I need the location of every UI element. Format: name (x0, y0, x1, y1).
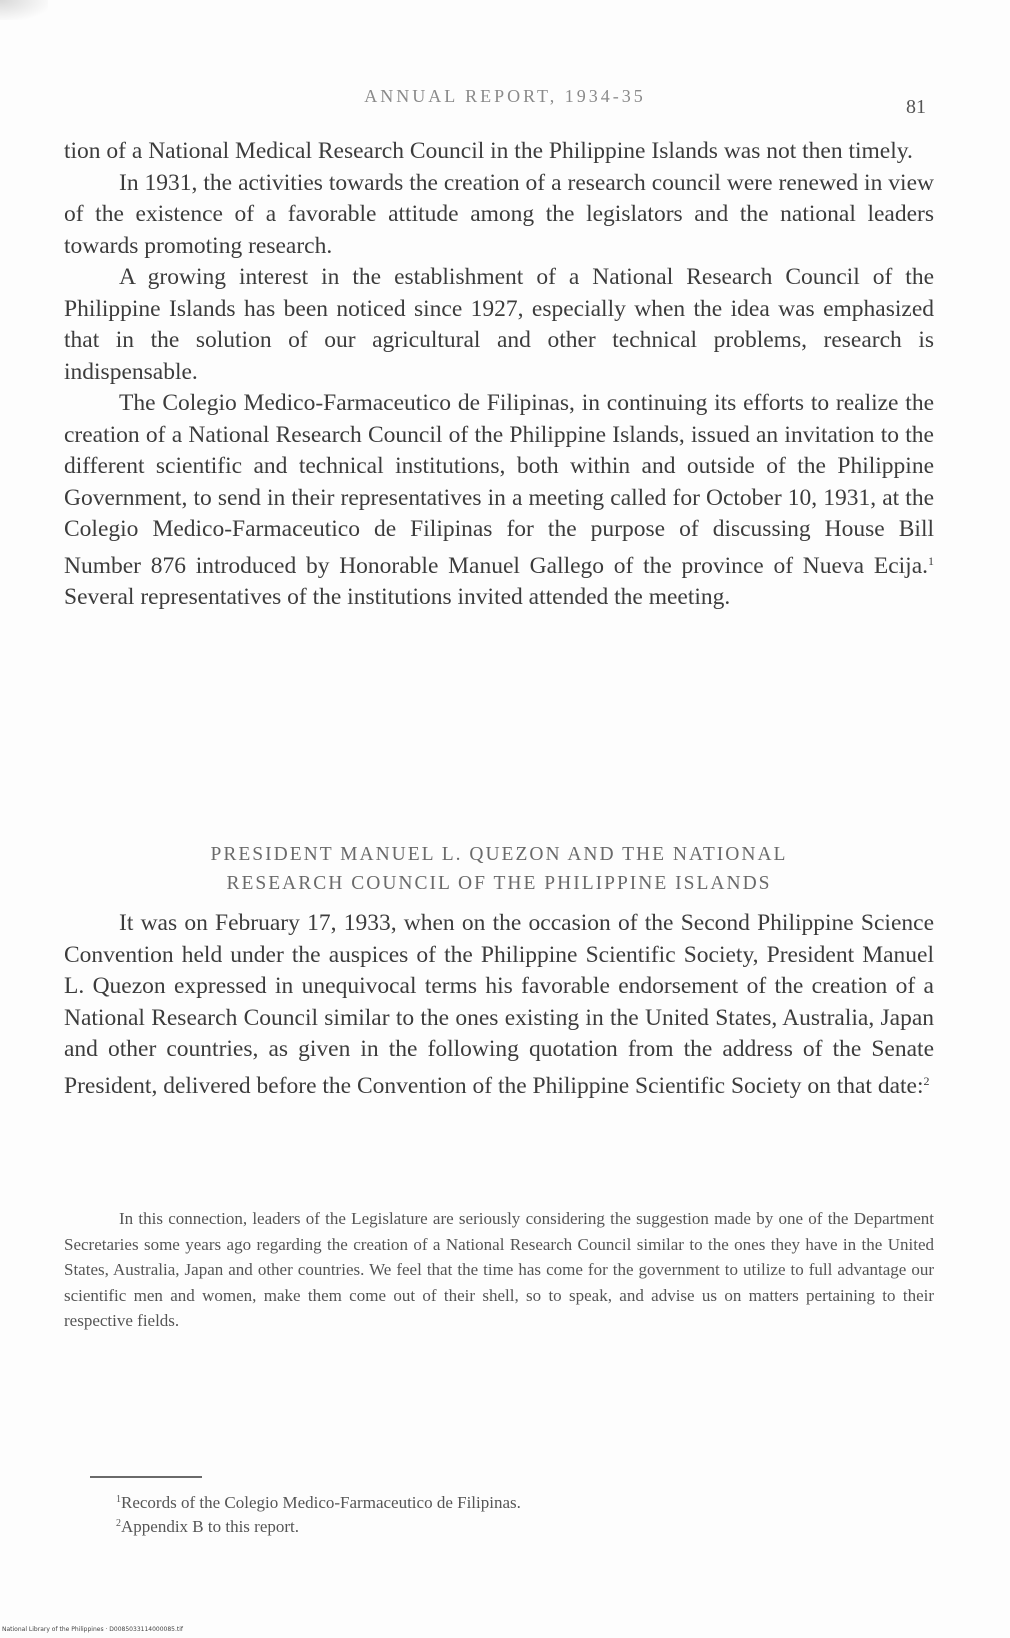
footnote-ref-2: 2 (923, 1073, 930, 1088)
paragraph-quezon-endorsement (64, 908, 934, 1102)
section-heading-line-2: RESEARCH COUNCIL OF THE PHILIPPINE ISLANDS (226, 873, 772, 894)
body-block-2 (64, 908, 934, 1102)
colegio-invitation-text: The Colegio Medico-Farmaceutico de Filipinas, in continuing its efforts to realize the creation of a National Research Council of the Philippine Islands, issued an invitation to the different scientific and technical institutions, both within and outside of the Philippine Government, to send in their representatives in a meeting called for October 10, 1931, at the Colegio Medico-Farmaceutico de Filipinas for the purpose of discussing House Bill Number 876 introduced by Honorable Manuel Gallego of the province of Nueva Ecija. (64, 390, 934, 579)
footnote-2-mark: 2 (116, 1518, 121, 1529)
paragraph-growing-interest: A growing interest in the establishment of a National Research Council of the Philippine Islands has been noticed since 1927, especially when the idea was emphasized that in the solution of our agricultural and other technical problems, research is indispensable. (64, 264, 934, 385)
block-quotation: In this connection, leaders of the Legislature are seriously considering the suggestion made by one of the Department Secretaries some years ago regarding the creation of a National Research Council similar to the ones they have in the United States, Australia, Japan and other countries. We feel that the time has come for the government to utilize to full advantage our scientific men and women, make them come out of their shell, so to speak, and advise us on matters pertaining to their respective fields. (64, 1209, 934, 1330)
scan-corner-mark (0, 0, 48, 20)
footnote-2 (116, 1512, 299, 1539)
footnote-1 (116, 1488, 521, 1515)
running-title: ANNUAL REPORT, 1934-35 (364, 86, 646, 106)
paragraph-continuation: tion of a National Medical Research Council in the Philippine Islands was not then timely. (64, 138, 913, 164)
section-heading (64, 840, 934, 898)
paragraph-colegio-invitation (64, 388, 934, 614)
representatives-attended-text: Several representatives of the institutions invited attended the meeting. (64, 584, 731, 610)
page-number: 81 (906, 96, 926, 118)
quezon-endorsement-text: It was on February 17, 1933, when on the occasion of the Second Philippine Science Convention held under the auspices of the Philippine Scientific Society, President Manuel L. Quezon expressed in unequivocal terms his favorable endorsement of the creation of a National Research Council similar to the ones existing in the United States, Australia, Japan and other countries, as given in the following quotation from the address of the Senate President, delivered before the Convention of the Philippine Scientific Society on that date: (64, 910, 934, 1099)
scan-imprint: National Library of the Philippines · D0085033114000085.tif (2, 1626, 184, 1633)
footnote-rule (90, 1476, 202, 1478)
footnote-ref-1: 1 (928, 553, 934, 568)
footnote-1-mark: 1 (116, 1494, 121, 1505)
body-block-1 (64, 136, 934, 614)
footnote-2-text: Appendix B to this report. (121, 1517, 300, 1536)
paragraph-1931-activities: In 1931, the activities towards the creation of a research council were renewed in view of the existence of a favorable attitude among the legislators and the national leaders towards promoting research. (64, 169, 934, 259)
section-heading-line-1: PRESIDENT MANUEL L. QUEZON AND THE NATIONAL (210, 844, 788, 865)
footnote-1-text: Records of the Colegio Medico-Farmaceutico de Filipinas. (121, 1493, 521, 1512)
